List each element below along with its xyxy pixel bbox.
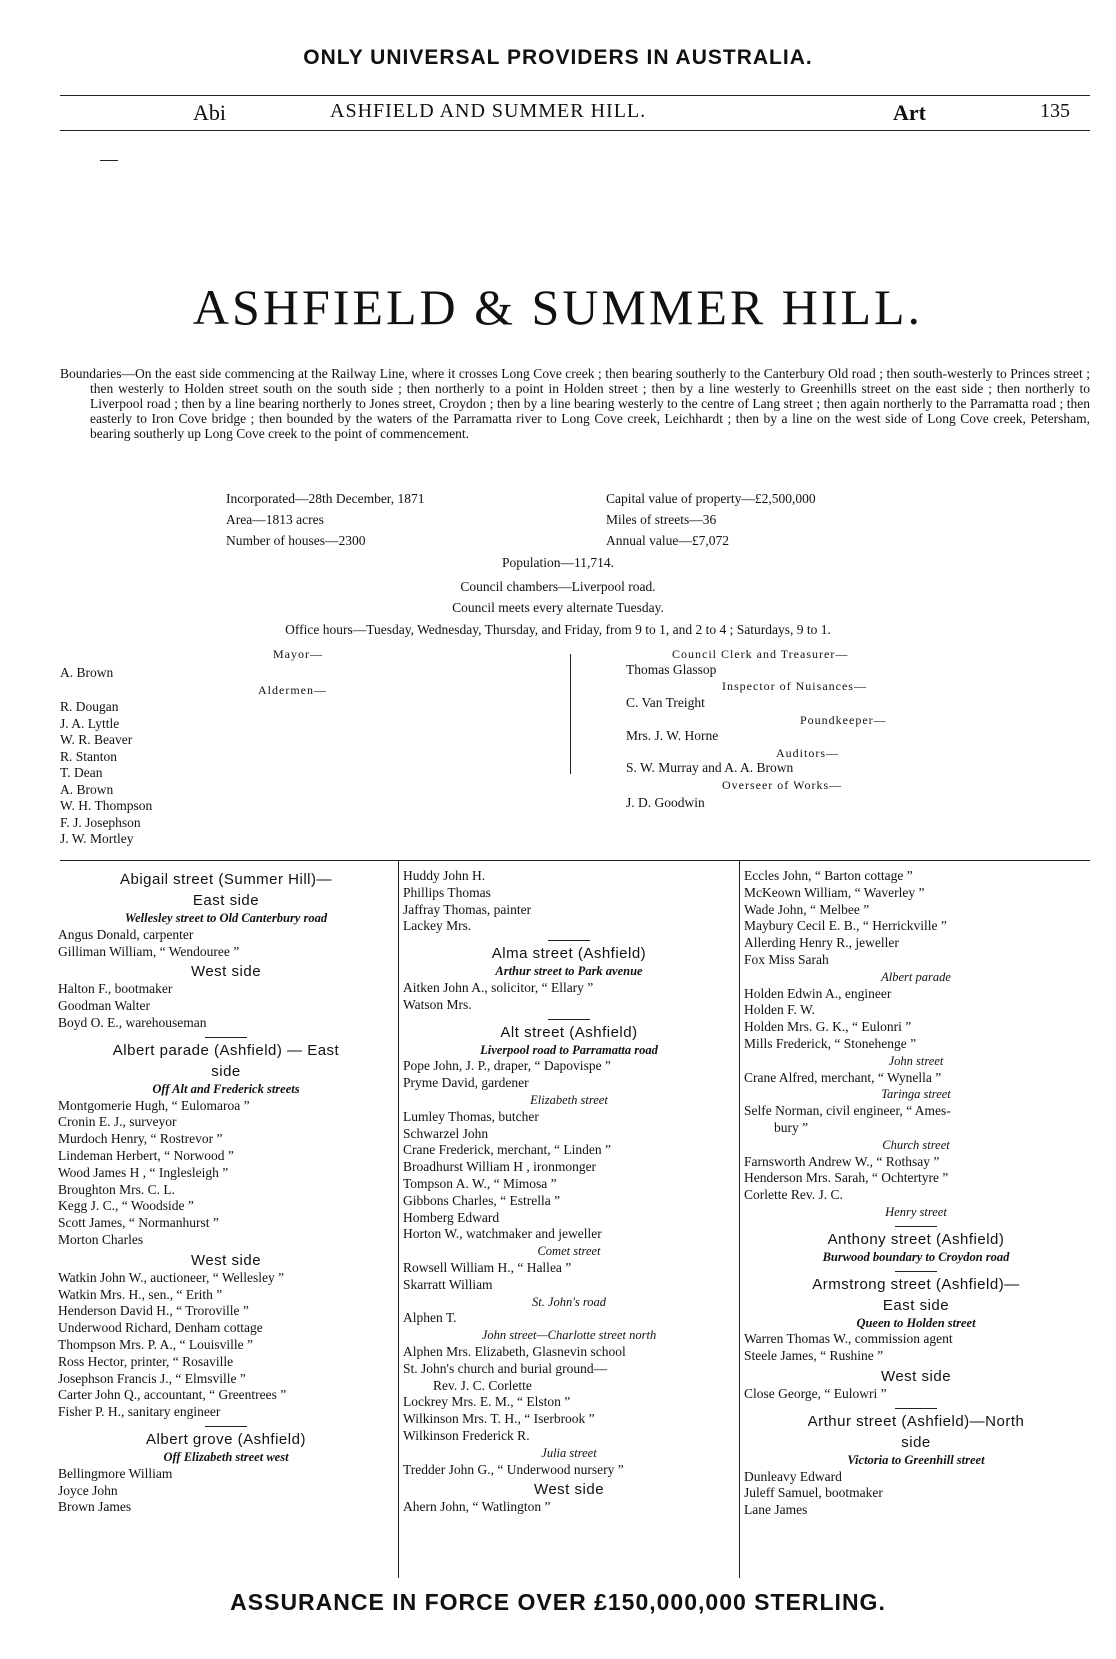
- cross-street-label: Julia street: [541, 1445, 597, 1460]
- resident-entry: Pope John, J. P., draper, “ Dapovispe ”: [403, 1058, 611, 1074]
- resident-entry: Watkin John W., auctioneer, “ Wellesley ”: [58, 1269, 285, 1285]
- cross-street-label: Henry street: [885, 1204, 947, 1219]
- resident-entry: Lindeman Herbert, “ Norwood ”: [58, 1147, 234, 1163]
- clerk-name: Thomas Glassop: [626, 662, 717, 677]
- cross-street-label: Taringa street: [881, 1087, 951, 1102]
- resident-entry: Mills Frederick, “ Stonehenge ”: [744, 1035, 917, 1051]
- resident-entry: Scott James, “ Normanhurst ”: [58, 1215, 219, 1231]
- resident-entry: Aitken John A., solicitor, “ Ellary ”: [403, 979, 594, 995]
- street-extent-note: Off Elizabeth street west: [163, 1449, 289, 1464]
- resident-entry: Alphen T.: [403, 1310, 457, 1326]
- resident-entry: Watkin Mrs. H., sen., “ Erith ”: [58, 1286, 223, 1302]
- street-extent-note: Victoria to Greenhill street: [847, 1452, 985, 1467]
- resident-entry: Allerding Henry R., jeweller: [744, 935, 899, 951]
- resident-entry: Brown James: [58, 1499, 132, 1515]
- header-rule-top: [60, 95, 1090, 96]
- resident-entry: Ahern John, “ Watlington ”: [403, 1499, 551, 1515]
- resident-entry: Wilkinson Mrs. T. H., “ Iserbrook ”: [403, 1411, 595, 1427]
- resident-entry: Joyce John: [58, 1482, 118, 1498]
- section-separator-rule: [548, 1019, 590, 1020]
- resident-entry: Ross Hector, printer, “ Rosaville: [58, 1353, 234, 1369]
- section-separator-rule: [205, 1426, 247, 1427]
- column-divider-1: [398, 860, 399, 1578]
- miles-of-streets-stat: Miles of streets—36: [606, 512, 717, 527]
- cross-street-label: Church street: [882, 1137, 950, 1152]
- resident-entry: Holden Mrs. G. K., “ Eulonri ”: [744, 1019, 912, 1035]
- resident-entry: Broadhurst William H , ironmonger: [403, 1159, 597, 1175]
- resident-entry: Lackey Mrs.: [403, 918, 472, 934]
- resident-entry-continuation: Rev. J. C. Corlette: [433, 1377, 532, 1393]
- street-heading: side: [211, 1062, 241, 1080]
- resident-entry: Halton F., bootmaker: [58, 981, 173, 997]
- resident-entry: Schwarzel John: [403, 1125, 489, 1141]
- resident-entry: Gilliman William, “ Wendouree ”: [58, 943, 240, 959]
- resident-entry: Goodman Walter: [58, 998, 151, 1014]
- page-title: ASHFIELD & SUMMER HILL.: [192, 279, 924, 335]
- street-heading: Albert grove (Ashfield): [146, 1430, 306, 1448]
- section-separator-rule: [895, 1408, 937, 1409]
- cross-street-label: John street—Charlotte street north: [481, 1328, 657, 1343]
- resident-entry: Horton W., watchmaker and jeweller: [403, 1226, 602, 1242]
- cross-street-label: St. John's road: [531, 1294, 607, 1309]
- alderman-name: W. R. Beaver: [60, 732, 133, 747]
- alderman-name: J. W. Mortley: [60, 831, 134, 846]
- resident-entry: Lane James: [744, 1502, 808, 1518]
- street-heading: Abigail street (Summer Hill)—: [119, 871, 333, 888]
- resident-entry: Jaffray Thomas, painter: [403, 901, 532, 917]
- area-stat: Area—1813 acres: [226, 512, 324, 527]
- street-heading: Alt street (Ashfield): [500, 1023, 638, 1041]
- resident-entry: Cronin E. J., surveyor: [58, 1114, 177, 1130]
- cross-street-label: Comet street: [537, 1244, 601, 1259]
- resident-entry: Wade John, “ Melbee ”: [744, 901, 870, 917]
- street-heading: Alma street (Ashfield): [491, 945, 647, 963]
- mayor-name: A. Brown: [60, 665, 114, 680]
- resident-entry: Maybury Cecil E. B., “ Herrickville ”: [744, 918, 947, 934]
- inspector-name: C. Van Treight: [626, 695, 705, 710]
- bottom-advertisement-banner: ASSURANCE IN FORCE OVER £150,000,000 STERLING.: [230, 1589, 886, 1615]
- resident-entry: Henderson David H., “ Troroville ”: [58, 1303, 249, 1319]
- poundkeeper-label: Poundkeeper—: [800, 713, 887, 727]
- resident-entry: Dunleavy Edward: [744, 1468, 842, 1484]
- alderman-name: R. Dougan: [60, 699, 119, 714]
- council-meets-stat: Council meets every alternate Tuesday.: [452, 600, 664, 615]
- resident-entry: Eccles John, “ Barton cottage ”: [744, 868, 913, 883]
- office-hours-stat: Office hours—Tuesday, Wednesday, Thursday, and Friday, from 9 to 1, and 2 to 4 ; Saturdays, 9 to 1.: [285, 622, 831, 637]
- street-extent-note: Off Alt and Frederick streets: [152, 1081, 300, 1096]
- poundkeeper-name: Mrs. J. W. Horne: [626, 728, 719, 743]
- cross-street-label: John street: [888, 1053, 944, 1068]
- street-heading: West side: [190, 963, 262, 981]
- inspector-label: Inspector of Nuisances—: [722, 679, 867, 693]
- resident-entry: Crane Alfred, merchant, “ Wynella ”: [744, 1069, 942, 1085]
- running-head-left-key: Abi: [193, 100, 226, 125]
- resident-entry: Selfe Norman, civil engineer, “ Ames-: [744, 1103, 951, 1119]
- running-head-right-key: Art: [893, 100, 926, 125]
- resident-entry: Lumley Thomas, butcher: [403, 1108, 539, 1124]
- resident-entry: Alphen Mrs. Elizabeth, Glasnevin school: [403, 1343, 626, 1359]
- clerk-label: Council Clerk and Treasurer—: [672, 647, 849, 661]
- mayor-label: Mayor—: [273, 647, 323, 661]
- directory-column-3: [744, 868, 1088, 1519]
- columns-top-rule: [60, 860, 1090, 861]
- street-extent-note: Queen to Holden street: [856, 1315, 976, 1330]
- resident-entry: Angus Donald, carpenter: [58, 926, 194, 942]
- council-chambers-stat: Council chambers—Liverpool road.: [460, 579, 656, 594]
- overseer-label: Overseer of Works—: [722, 778, 843, 792]
- resident-entry: Warren Thomas W., commission agent: [744, 1331, 953, 1347]
- alderman-name: J. A. Lyttle: [60, 715, 120, 731]
- resident-entry: Phillips Thomas: [403, 884, 491, 900]
- population-stat: Population—11,714.: [501, 555, 614, 570]
- resident-entry: Juleff Samuel, bootmaker: [744, 1485, 883, 1501]
- aldermen-list: [60, 699, 152, 848]
- aldermen-label: Aldermen—: [258, 683, 327, 697]
- alderman-name: W. H. Thompson: [60, 798, 153, 813]
- top-advertisement-banner: ONLY UNIVERSAL PROVIDERS IN AUSTRALIA.: [303, 46, 813, 69]
- resident-entry: Holden F. W.: [744, 1002, 815, 1018]
- officers-divider: [570, 654, 571, 774]
- resident-entry: Lockrey Mrs. E. M., “ Elston ”: [403, 1394, 571, 1410]
- street-extent-note: Liverpool road to Parramatta road: [480, 1042, 658, 1057]
- overseer-name: J. D. Goodwin: [626, 795, 705, 810]
- capital-value-stat: Capital value of property—£2,500,000: [606, 491, 816, 506]
- resident-entry: Fisher P. H., sanitary engineer: [58, 1404, 221, 1420]
- resident-entry: Tredder John G., “ Underwood nursery ”: [403, 1461, 624, 1477]
- cross-street-label: Albert parade: [881, 969, 951, 984]
- boundaries-paragraph: Boundaries—On the east side commencing at the Railway Line, where it crosses Long Cove creek ; then bearing southerly to the Canterbury Old road ; then south-westerly to Princes street ; then westerly to Holden street south on the south side ; then northerly to a point in Holden street ; then by a line westerly to Greenhills street on the east side ; then northerly to Liverpool road ; then by a line bearing northerly to Jones street, Croydon ; then by a line bearing westerly to the centre of Lang street ; then again northerly to the Parramatta road ; then easterly to Iron Cove bridge ; then bounded by the waters of the Parramatta river to Long Cove creek, Leichhardt ; then by a line on the west side of Long Cove creek, Petersham, bearing southerly up Long Cove creek to the point of commencement.: [60, 366, 1090, 441]
- resident-entry: Montgomerie Hugh, “ Eulomaroa ”: [58, 1097, 250, 1113]
- resident-entry: Wilkinson Frederick R.: [403, 1427, 530, 1443]
- street-extent-note: Burwood boundary to Croydon road: [822, 1249, 1010, 1264]
- street-heading: West side: [533, 1481, 605, 1499]
- resident-entry-continuation: bury ”: [774, 1119, 809, 1135]
- resident-entry: Close George, “ Eulowri ”: [744, 1385, 887, 1401]
- section-separator-rule: [548, 940, 590, 941]
- resident-entry: Gibbons Charles, “ Estrella ”: [403, 1192, 561, 1208]
- resident-entry: Rowsell William H., “ Hallea ”: [403, 1259, 572, 1275]
- resident-entry: Thompson Mrs. P. A., “ Louisville ”: [58, 1336, 253, 1352]
- resident-entry: Pryme David, gardener: [403, 1075, 529, 1091]
- resident-entry: Watson Mrs.: [403, 996, 472, 1012]
- street-heading: West side: [190, 1251, 262, 1269]
- resident-entry: Tompson A. W., “ Mimosa ”: [403, 1175, 557, 1191]
- resident-entry: Huddy John H.: [403, 868, 486, 883]
- alderman-name: T. Dean: [60, 765, 103, 780]
- street-heading: Armstrong street (Ashfield)—: [812, 1275, 1020, 1293]
- alderman-name: A. Brown: [60, 781, 114, 797]
- resident-entry: Carter John Q., accountant, “ Greentrees ”: [58, 1387, 287, 1403]
- resident-entry: McKeown William, “ Waverley ”: [744, 884, 925, 900]
- resident-entry: Morton Charles: [58, 1231, 144, 1247]
- resident-entry: Bellingmore William: [58, 1465, 173, 1481]
- resident-entry: Josephson Francis J., “ Elmsville ”: [58, 1370, 246, 1386]
- resident-entry: Kegg J. C., “ Woodside ”: [58, 1198, 194, 1214]
- header-short-rule: [100, 160, 118, 161]
- resident-entry: Corlette Rev. J. C.: [744, 1187, 843, 1203]
- houses-stat: Number of houses—2300: [226, 533, 366, 548]
- resident-entry: Underwood Richard, Denham cottage: [58, 1320, 263, 1336]
- auditors-names: S. W. Murray and A. A. Brown: [626, 760, 794, 775]
- resident-entry: Holden Edwin A., engineer: [744, 985, 892, 1001]
- street-heading: Arthur street (Ashfield)—North: [807, 1412, 1025, 1430]
- resident-entry: Boyd O. E., warehouseman: [58, 1014, 207, 1030]
- resident-entry: St. John's church and burial ground—: [403, 1360, 608, 1376]
- street-extent-note: Arthur street to Park avenue: [495, 964, 643, 979]
- street-heading: East side: [882, 1296, 950, 1314]
- directory-column-2: [403, 868, 735, 1516]
- street-heading: East side: [192, 892, 260, 909]
- street-extent-note: Wellesley street to Old Canterbury road: [124, 911, 328, 925]
- resident-entry: Crane Frederick, merchant, “ Linden ”: [403, 1142, 612, 1158]
- incorporated-stat: Incorporated—28th December, 1871: [226, 491, 425, 506]
- directory-column-1: [58, 868, 394, 1516]
- street-heading: West side: [880, 1367, 952, 1385]
- column-divider-2: [739, 860, 740, 1578]
- resident-entry: Fox Miss Sarah: [744, 951, 829, 967]
- resident-entry: Broughton Mrs. C. L.: [58, 1181, 176, 1197]
- resident-entry: Henderson Mrs. Sarah, “ Ochtertyre ”: [744, 1170, 949, 1186]
- resident-entry: Murdoch Henry, “ Rostrevor ”: [58, 1131, 223, 1147]
- page-number: 135: [1040, 100, 1070, 122]
- street-heading: Anthony street (Ashfield): [827, 1230, 1005, 1248]
- resident-entry: Farnsworth Andrew W., “ Rothsay ”: [744, 1153, 940, 1169]
- resident-entry: Wood James H , “ Inglesleigh ”: [58, 1164, 229, 1180]
- alderman-name: F. J. Josephson: [60, 814, 141, 830]
- street-heading: Albert parade (Ashfield) — East: [112, 1041, 340, 1059]
- resident-entry: Homberg Edward: [403, 1209, 500, 1225]
- annual-value-stat: Annual value—£7,072: [606, 533, 729, 548]
- resident-entry: Steele James, “ Rushine ”: [744, 1348, 884, 1364]
- running-head-title: ASHFIELD AND SUMMER HILL.: [330, 100, 647, 122]
- street-heading: side: [901, 1433, 931, 1451]
- section-separator-rule: [895, 1226, 937, 1227]
- header-rule-bottom: [60, 130, 1090, 131]
- section-separator-rule: [895, 1271, 937, 1272]
- auditors-label: Auditors—: [776, 746, 839, 760]
- resident-entry: Skarratt William: [403, 1276, 493, 1292]
- cross-street-label: Elizabeth street: [530, 1092, 608, 1107]
- section-separator-rule: [205, 1037, 247, 1038]
- alderman-name: R. Stanton: [60, 748, 118, 764]
